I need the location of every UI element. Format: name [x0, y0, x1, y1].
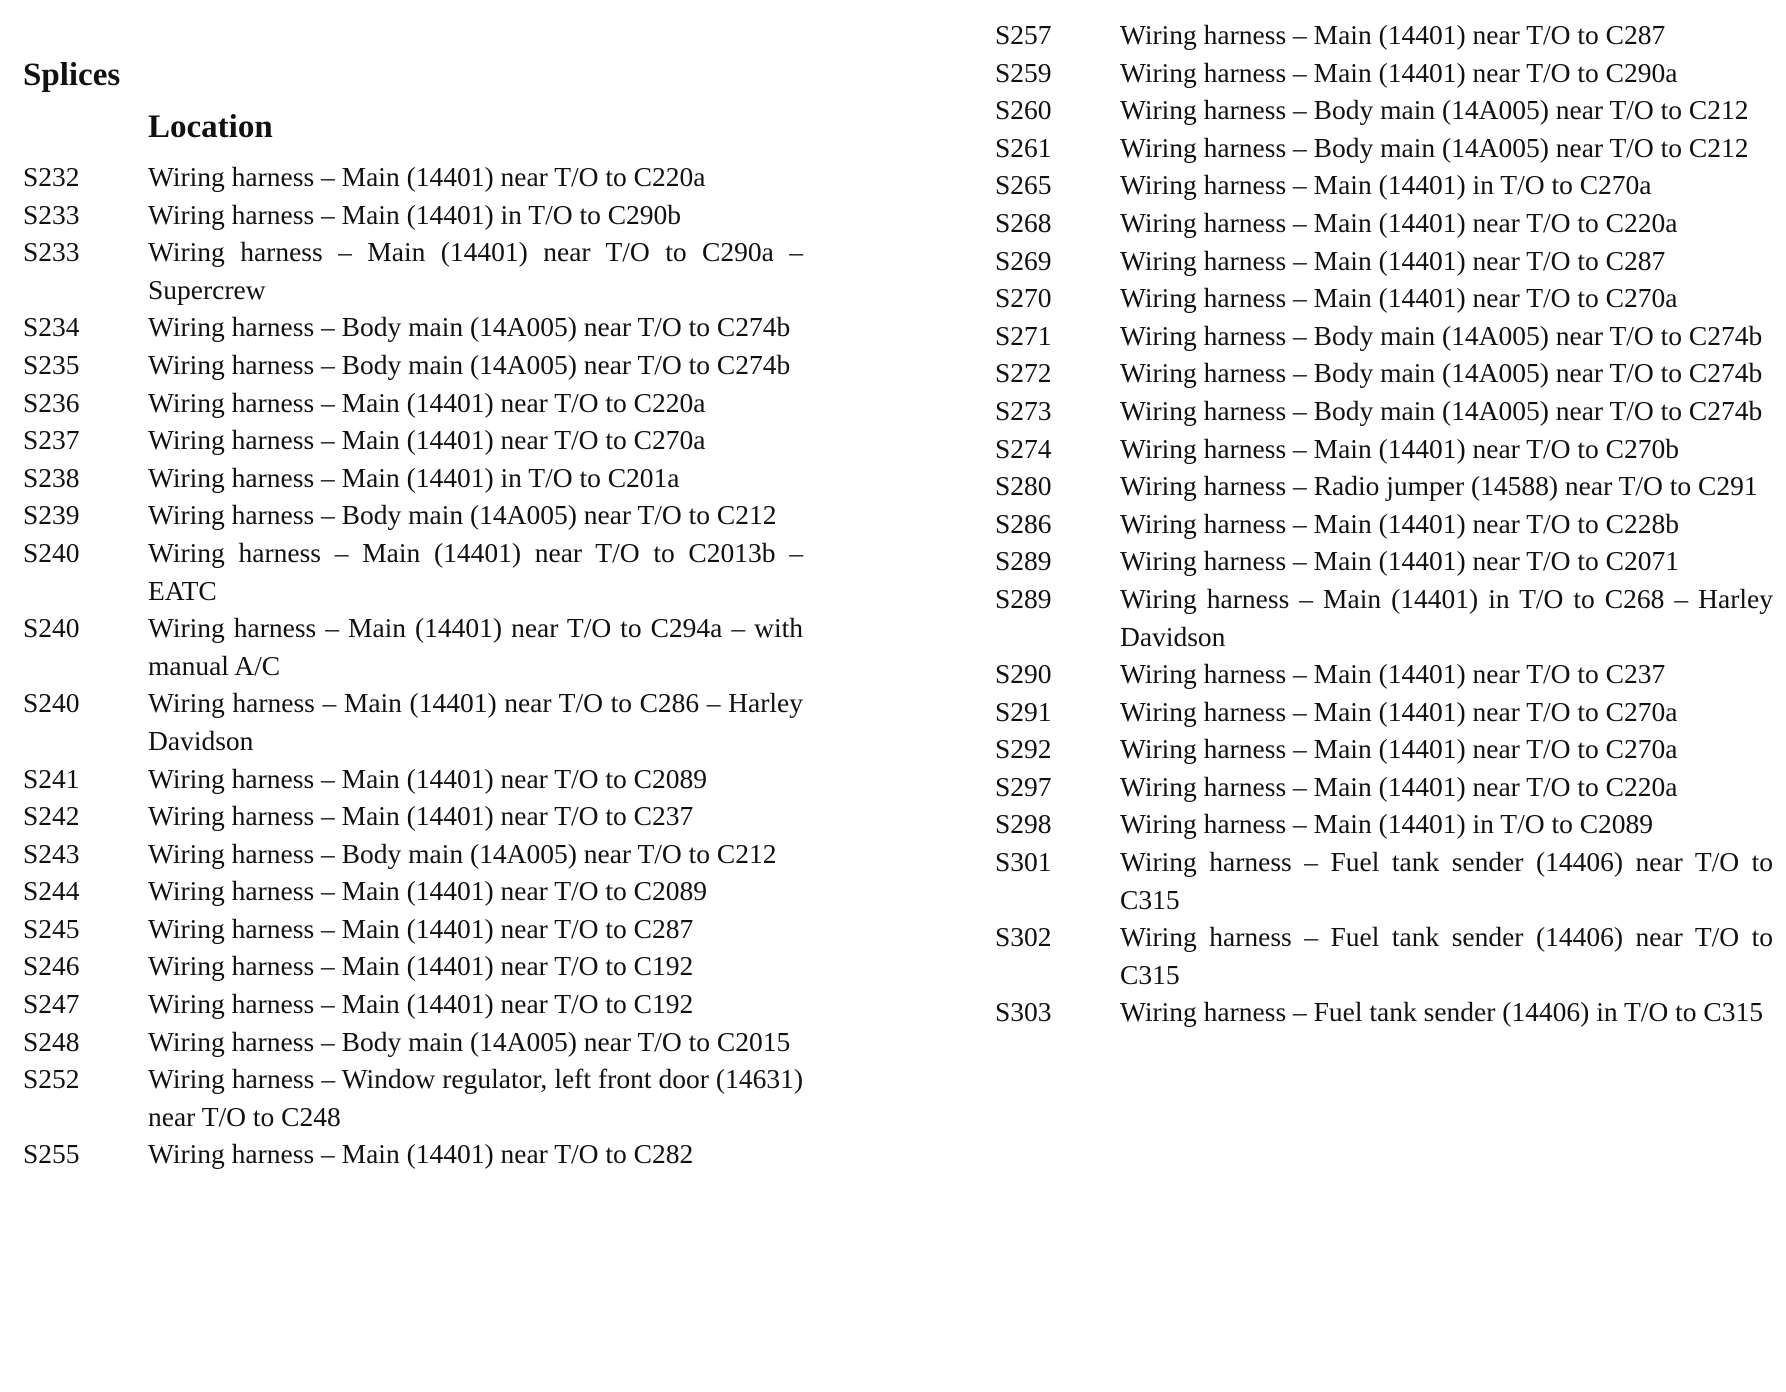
- splice-row: [23, 346, 803, 384]
- splice-row: [995, 91, 1773, 129]
- splice-code: S236: [23, 386, 80, 418]
- splice-location: Wiring harness – Body main (14A005) near T/O to C212: [148, 837, 777, 869]
- splice-code: S240: [23, 612, 80, 644]
- splice-code: S238: [23, 461, 80, 493]
- splice-location: Wiring harness – Main (14401) near T/O to C287: [1120, 244, 1666, 276]
- splice-location: Wiring harness – Radio jumper (14588) near T/O to C291: [1120, 470, 1758, 502]
- splice-row: [995, 204, 1773, 242]
- splice-code: S272: [995, 357, 1052, 389]
- splice-code: S268: [995, 206, 1052, 238]
- splice-location: Wiring harness – Main (14401) near T/O to C220a: [148, 161, 706, 192]
- splice-code: S245: [23, 912, 80, 944]
- splice-location: Wiring harness – Main (14401) in T/O to C201a: [148, 461, 680, 493]
- splice-code: S243: [23, 837, 80, 869]
- splice-code: S233: [23, 236, 80, 268]
- splice-location: Wiring harness – Window regulator, left front door (14631) near T/O to C248: [148, 1063, 803, 1132]
- splice-row: [995, 279, 1773, 317]
- splice-location: Wiring harness – Fuel tank sender (14406) near T/O to C315: [1120, 921, 1773, 990]
- splice-row: [995, 505, 1773, 543]
- splice-code: S302: [995, 921, 1052, 953]
- splice-location: Wiring harness – Main (14401) near T/O to C286 – Harley Davidson: [148, 687, 803, 756]
- splice-location: Wiring harness – Main (14401) near T/O to C290a – Supercrew: [148, 236, 803, 305]
- splice-code: S233: [23, 198, 80, 230]
- splice-row: [23, 1060, 803, 1135]
- splice-row: [23, 158, 803, 196]
- splice-code: S271: [995, 319, 1052, 351]
- splice-code: S289: [995, 582, 1052, 614]
- splice-code: S280: [995, 470, 1052, 502]
- splice-row: [995, 805, 1773, 843]
- splice-code: S242: [23, 800, 80, 832]
- splice-location: Wiring harness – Body main (14A005) near T/O to C274b: [1120, 394, 1763, 426]
- splice-location: Wiring harness – Main (14401) near T/O to C287: [1120, 19, 1666, 50]
- splice-row: [23, 872, 803, 910]
- splice-code: S270: [995, 282, 1052, 314]
- left-column: [23, 52, 803, 1173]
- splice-code: S290: [995, 658, 1052, 690]
- splice-code: S252: [23, 1063, 80, 1095]
- splice-code: S239: [23, 499, 80, 531]
- splice-code: S273: [995, 394, 1052, 426]
- splice-row: [23, 947, 803, 985]
- splice-row: [23, 609, 803, 684]
- splice-location: Wiring harness – Main (14401) in T/O to C290b: [148, 198, 682, 230]
- splice-code: S301: [995, 846, 1052, 878]
- splice-location: Wiring harness – Main (14401) near T/O to C270a: [1120, 282, 1678, 314]
- splice-row: [995, 430, 1773, 468]
- splice-code: S303: [995, 996, 1052, 1028]
- splice-location: Wiring harness – Body main (14A005) near T/O to C274b: [148, 348, 791, 380]
- splice-code: S246: [23, 950, 80, 982]
- splice-location: Wiring harness – Body main (14A005) near T/O to C274b: [1120, 319, 1763, 351]
- splice-location: Wiring harness – Main (14401) near T/O to C237: [1120, 658, 1666, 690]
- splice-location: Wiring harness – Main (14401) in T/O to C270a: [1120, 169, 1652, 201]
- splice-row: [23, 910, 803, 948]
- splice-location: Wiring harness – Main (14401) near T/O to C294a – with manual A/C: [148, 612, 803, 681]
- splice-code: S260: [995, 94, 1052, 126]
- splice-row: [995, 655, 1773, 693]
- splice-code: S257: [995, 19, 1052, 50]
- splice-code: S259: [995, 56, 1052, 88]
- splice-row: [995, 768, 1773, 806]
- splice-row: [23, 421, 803, 459]
- splice-location: Wiring harness – Main (14401) near T/O to C228b: [1120, 507, 1679, 539]
- splice-row: [23, 459, 803, 497]
- splice-row: [995, 467, 1773, 505]
- splice-location: Wiring harness – Body main (14A005) near T/O to C274b: [1120, 357, 1763, 389]
- splice-row: [995, 317, 1773, 355]
- splice-location: Wiring harness – Main (14401) near T/O to C270b: [1120, 432, 1679, 464]
- splice-code: S235: [23, 348, 80, 380]
- splice-code: S261: [995, 131, 1052, 163]
- splice-row: [23, 534, 803, 609]
- splice-row: [995, 693, 1773, 731]
- splice-location: Wiring harness – Body main (14A005) near T/O to C212: [1120, 131, 1749, 163]
- splice-location: Wiring harness – Body main (14A005) near T/O to C274b: [148, 311, 791, 343]
- splice-location: Wiring harness – Fuel tank sender (14406) in T/O to C315: [1120, 996, 1764, 1028]
- splice-location: Wiring harness – Main (14401) near T/O to C220a: [148, 386, 706, 418]
- splice-location: Wiring harness – Main (14401) near T/O to C192: [148, 950, 694, 982]
- splice-row: [995, 918, 1773, 993]
- splice-location: Wiring harness – Main (14401) near T/O to C220a: [1120, 770, 1678, 802]
- splice-row: [995, 242, 1773, 280]
- splice-code: S255: [23, 1138, 80, 1170]
- splice-row: [995, 129, 1773, 167]
- splice-location: Wiring harness – Body main (14A005) near T/O to C212: [148, 499, 777, 531]
- splice-code: S247: [23, 988, 80, 1020]
- section-title: Splices: [23, 57, 121, 93]
- splice-row: [995, 580, 1773, 655]
- splice-code: S274: [995, 432, 1052, 464]
- splice-row: [995, 354, 1773, 392]
- splice-row: [995, 392, 1773, 430]
- splice-row: [995, 166, 1773, 204]
- splice-row: [23, 196, 803, 234]
- splice-code: S269: [995, 244, 1052, 276]
- splice-row: [995, 542, 1773, 580]
- splice-location: Wiring harness – Main (14401) near T/O to C237: [148, 800, 694, 832]
- splice-location: Wiring harness – Body main (14A005) near T/O to C2015: [148, 1025, 791, 1057]
- splice-code: S237: [23, 424, 80, 456]
- splice-row: [23, 1023, 803, 1061]
- splice-code: S240: [23, 536, 80, 568]
- splice-code: S241: [23, 762, 80, 794]
- splice-location: Wiring harness – Main (14401) near T/O to C270a: [1120, 733, 1678, 765]
- splice-code: S286: [995, 507, 1052, 539]
- splice-location: Wiring harness – Main (14401) near T/O to C192: [148, 988, 694, 1020]
- splice-row: [995, 54, 1773, 92]
- splice-row: [995, 993, 1773, 1031]
- splice-row: [23, 760, 803, 798]
- splice-row: [23, 684, 803, 759]
- splice-location: Wiring harness – Main (14401) near T/O to C2013b – EATC: [148, 536, 803, 606]
- splice-location: Wiring harness – Main (14401) near T/O to C282: [148, 1138, 694, 1170]
- splice-location: Wiring harness – Main (14401) near T/O to C2089: [148, 762, 707, 794]
- splice-location: Wiring harness – Body main (14A005) near T/O to C212: [1120, 94, 1749, 126]
- splice-code: S297: [995, 770, 1052, 802]
- splice-code: S240: [23, 687, 80, 719]
- splice-row: [23, 384, 803, 422]
- splice-code: S265: [995, 169, 1052, 201]
- splice-location: Wiring harness – Main (14401) in T/O to C2089: [1120, 808, 1654, 840]
- splice-location: Wiring harness – Main (14401) near T/O to C270a: [1120, 695, 1678, 727]
- splice-location: Wiring harness – Main (14401) near T/O to C290a: [1120, 56, 1678, 88]
- splice-row: [23, 985, 803, 1023]
- splice-row: [23, 835, 803, 873]
- splice-row: [995, 730, 1773, 768]
- splice-location: Wiring harness – Main (14401) near T/O to C2071: [1120, 545, 1679, 577]
- splice-row: [23, 233, 803, 308]
- splice-location: Wiring harness – Main (14401) near T/O to C2089: [148, 875, 707, 907]
- splice-location: Wiring harness – Main (14401) in T/O to C268 – Harley Davidson: [1120, 582, 1773, 652]
- splice-code: S291: [995, 695, 1052, 727]
- splice-row: [995, 16, 1773, 54]
- splice-list-right: [995, 16, 1773, 1031]
- splice-code: S244: [23, 875, 80, 907]
- splice-location: Wiring harness – Main (14401) near T/O to C270a: [148, 424, 706, 456]
- splice-code: S298: [995, 808, 1052, 840]
- splice-row: [995, 843, 1773, 918]
- splice-location: Wiring harness – Main (14401) near T/O to C220a: [1120, 206, 1678, 238]
- splice-code: S289: [995, 545, 1052, 577]
- splice-code: S234: [23, 311, 80, 343]
- splice-row: [23, 797, 803, 835]
- splice-row: [23, 496, 803, 534]
- right-column: [995, 16, 1773, 1031]
- splice-location: Wiring harness – Fuel tank sender (14406) near T/O to C315: [1120, 846, 1773, 915]
- splice-list-left: [23, 158, 803, 1173]
- splice-row: [23, 308, 803, 346]
- splice-code: S248: [23, 1025, 80, 1057]
- splice-row: [23, 1135, 803, 1173]
- location-column-heading: Location: [148, 109, 273, 145]
- splice-code: S232: [23, 161, 80, 192]
- splice-location: Wiring harness – Main (14401) near T/O to C287: [148, 912, 694, 944]
- splice-code: S292: [995, 733, 1052, 765]
